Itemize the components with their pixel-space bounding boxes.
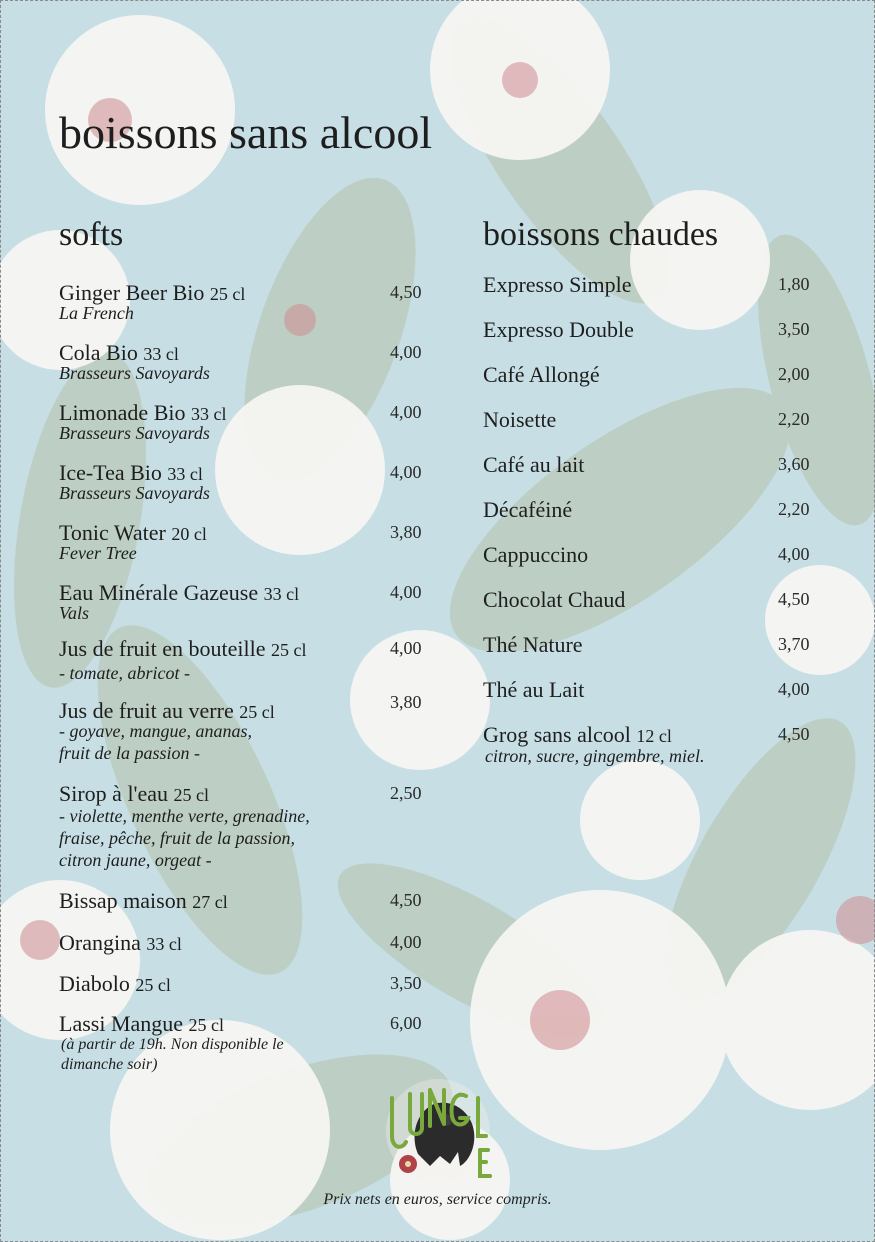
item-price: 4,50 (778, 724, 810, 744)
item-name: Thé au Lait (483, 677, 585, 702)
item-producer: Vals (59, 603, 90, 623)
item-price: 4,50 (390, 890, 422, 910)
item-name: Cappuccino (483, 542, 589, 567)
item-name: Eau Minérale Gazeuse 33 cl (59, 580, 300, 605)
item-price: 4,00 (778, 679, 810, 699)
item-price: 3,80 (390, 692, 422, 712)
item-price: 6,00 (390, 1013, 422, 1033)
item-name: Jus de fruit au verre 25 cl (59, 698, 275, 723)
item-price: 3,80 (390, 522, 422, 542)
item-price: 3,70 (778, 634, 810, 654)
item-price: 4,50 (390, 282, 422, 302)
item-description-line: fraise, pêche, fruit de la passion, (59, 828, 295, 848)
item-name: Limonade Bio 33 cl (59, 400, 227, 425)
item-price: 1,80 (778, 274, 810, 294)
item-name: Expresso Simple (483, 272, 632, 297)
softs-heading: softs (59, 216, 124, 253)
item-price: 4,50 (778, 589, 810, 609)
item-price: 4,00 (778, 544, 810, 564)
item-price: 3,50 (390, 973, 422, 993)
item-name: Cola Bio 33 cl (59, 340, 179, 365)
page-title: boissons sans alcool (59, 107, 433, 158)
item-name: Café Allongé (483, 362, 600, 387)
item-producer: La French (59, 303, 134, 323)
item-name: Décaféiné (483, 497, 573, 522)
item-producer: Fever Tree (59, 543, 137, 563)
item-price: 4,00 (390, 462, 422, 482)
item-producer: Brasseurs Savoyards (59, 423, 210, 443)
item-description (61, 1035, 284, 1075)
hot-drinks-heading: boissons chaudes (483, 216, 719, 253)
item-price: 4,00 (390, 638, 422, 658)
jungle-logo (380, 1076, 496, 1186)
item-description (59, 805, 310, 871)
item-description (59, 720, 252, 764)
item-price: 4,00 (390, 582, 422, 602)
item-name: Thé Nature (483, 632, 583, 657)
item-description-line: (à partir de 19h. Non disponible le (61, 1036, 284, 1053)
item-price: 3,60 (778, 454, 810, 474)
item-name: Café au lait (483, 452, 585, 477)
item-name: Jus de fruit en bouteille 25 cl (59, 636, 307, 661)
item-name: Bissap maison 27 cl (59, 888, 228, 913)
item-price: 2,20 (778, 409, 810, 429)
logo-flower-icon (399, 1155, 417, 1173)
item-description-line: - violette, menthe verte, grenadine, (59, 806, 310, 826)
item-price: 4,00 (390, 342, 422, 362)
item-description: - tomate, abricot - (59, 663, 190, 683)
item-name: Ice-Tea Bio 33 cl (59, 460, 203, 485)
item-price: 2,50 (390, 783, 422, 803)
item-name: Sirop à l'eau 25 cl (59, 781, 210, 806)
item-name: Ginger Beer Bio 25 cl (59, 280, 246, 305)
item-producer: Brasseurs Savoyards (59, 363, 210, 383)
item-price: 4,00 (390, 932, 422, 952)
item-description-line: - goyave, mangue, ananas, (59, 721, 252, 741)
item-price: 2,00 (778, 364, 810, 384)
item-name: Orangina 33 cl (59, 930, 182, 955)
item-price: 4,00 (390, 402, 422, 422)
item-price: 3,50 (778, 319, 810, 339)
item-name: Lassi Mangue 25 cl (59, 1011, 225, 1036)
item-description: citron, sucre, gingembre, miel. (485, 746, 705, 766)
item-price: 2,20 (778, 499, 810, 519)
item-description-line: citron jaune, orgeat - (59, 850, 212, 870)
item-name: Chocolat Chaud (483, 587, 626, 612)
item-name: Expresso Double (483, 317, 634, 342)
item-name: Noisette (483, 407, 557, 432)
item-producer: Brasseurs Savoyards (59, 483, 210, 503)
item-description-line: dimanche soir) (61, 1056, 158, 1073)
item-name: Tonic Water 20 cl (59, 520, 207, 545)
footer-note: Prix nets en euros, service compris. (323, 1191, 552, 1208)
item-name: Grog sans alcool 12 cl (483, 722, 672, 747)
item-description-line: fruit de la passion - (59, 743, 201, 763)
item-name: Diabolo 25 cl (59, 971, 171, 996)
